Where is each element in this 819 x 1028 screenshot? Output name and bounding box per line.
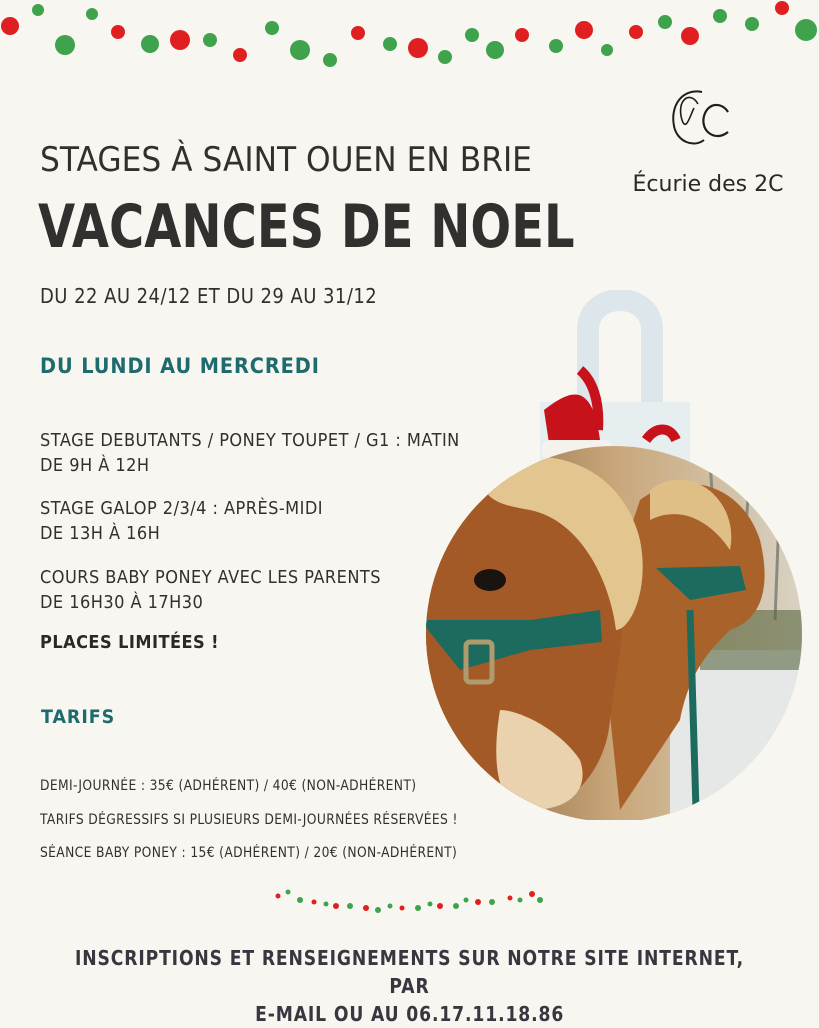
title-location: STAGES À SAINT OUEN EN BRIE bbox=[40, 140, 532, 180]
price-baby-poney: SÉANCE BABY PONEY : 15€ (ADHÉRENT) / 20€ (NON-ADHÉRENT) bbox=[40, 845, 458, 861]
garland-decoration bbox=[0, 0, 819, 80]
places-limitees: PLACES LIMITÉES ! bbox=[40, 632, 220, 653]
schedule-item-debutants bbox=[40, 428, 460, 478]
schedule-item-hours: DE 13H À 16H bbox=[40, 523, 161, 544]
schedule-item-baby-poney bbox=[40, 565, 381, 615]
schedule-item-hours: DE 9H À 12H bbox=[40, 455, 150, 476]
mini-garland-decoration bbox=[270, 886, 550, 916]
schedule-item-title: STAGE DEBUTANTS / PONEY TOUPET / G1 : MATIN bbox=[40, 430, 460, 451]
footer-line2: E-MAIL OU AU 06.17.11.18.86 bbox=[254, 1002, 565, 1026]
section-prices-heading: TARIFS bbox=[41, 706, 116, 728]
brand-name: Écurie des 2C bbox=[632, 172, 784, 197]
price-degressifs: TARIFS DÉGRESSIFS SI PLUSIEURS DEMI-JOURNÉES RÉSERVÉES ! bbox=[40, 812, 458, 828]
schedule-item-galop bbox=[40, 496, 323, 546]
footer-line1: INSCRIPTIONS ET RENSEIGNEMENTS SUR NOTRE SITE INTERNET, PAR bbox=[75, 946, 744, 998]
schedule-item-title: STAGE GALOP 2/3/4 : APRÈS-MIDI bbox=[40, 498, 323, 519]
footer-contact bbox=[0, 944, 819, 1028]
schedule-item-hours: DE 16H30 À 17H30 bbox=[40, 592, 204, 613]
2c-monogram-icon bbox=[668, 86, 738, 152]
ornament-ponies-photo bbox=[420, 290, 810, 820]
price-demi-journee: DEMI-JOURNÉE : 35€ (ADHÉRENT) / 40€ (NON-ADHÉRENT) bbox=[40, 778, 417, 794]
dates-text: DU 22 AU 24/12 ET DU 29 AU 31/12 bbox=[40, 284, 378, 308]
title-main: VACANCES DE NOEL bbox=[38, 192, 575, 262]
section-schedule-heading: DU LUNDI AU MERCREDI bbox=[40, 354, 320, 378]
schedule-item-title: COURS BABY PONEY AVEC LES PARENTS bbox=[40, 567, 381, 588]
